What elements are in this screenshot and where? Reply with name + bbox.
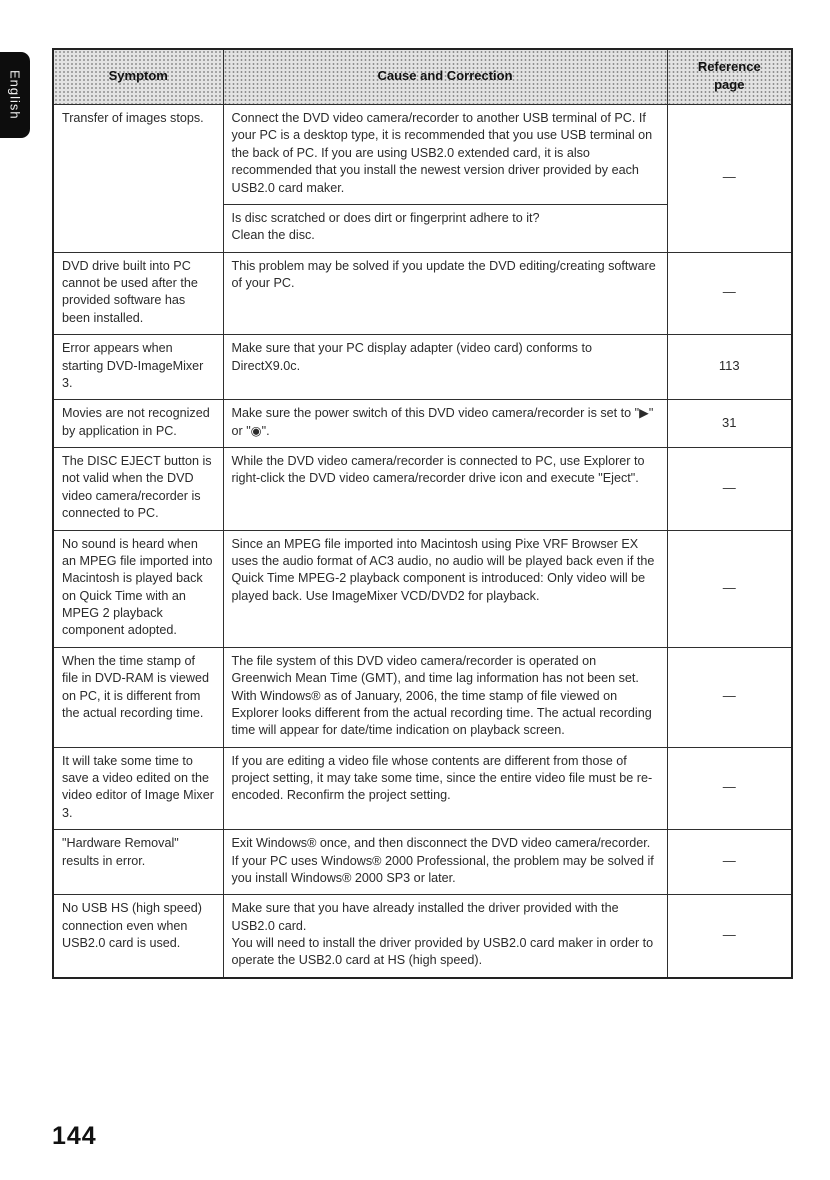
reference-page-cell: — [667,530,792,647]
reference-page-cell: — [667,448,792,531]
table-row [53,448,792,531]
troubleshooting-table [52,48,793,979]
symptom-cell: "Hardware Removal" results in error. [53,830,223,895]
cause-cell: Make sure that your PC display adapter (video card) conforms to DirectX9.0c. [223,335,667,400]
table-body [53,105,792,978]
header-reference: Reference page [667,49,792,105]
table-row [53,747,792,830]
symptom-cell: No sound is heard when an MPEG file imported into Macintosh is played back on Quick Time with an MPEG 2 playback component adopted. [53,530,223,647]
symptom-cell: Transfer of images stops. [53,105,223,253]
cause-cell: Connect the DVD video camera/recorder to another USB terminal of PC. If your PC is a desktop type, it is recommended that you use USB terminal on the back of PC. If you are using USB2.0 extended card, it is also recommended that you install the newest version driver provided by each USB2.0 card maker. [223,105,667,205]
cause-cell: Since an MPEG file imported into Macintosh using Pixe VRF Browser EX uses the audio format of AC3 audio, no audio will be played back even if the Quick Time MPEG-2 playback component is introduced: Only video will be played back. Use ImageMixer VCD/DVD2 for playback. [223,530,667,647]
symptom-cell: It will take some time to save a video edited on the video editor of Image Mixer 3. [53,747,223,830]
table-row [53,335,792,400]
cause-cell: Exit Windows® once, and then disconnect the DVD video camera/recorder. If your PC uses Windows® 2000 Professional, the problem may be solved if you install Windows® 2000 SP3 or later. [223,830,667,895]
reference-page-cell: — [667,895,792,978]
reference-page-cell: — [667,252,792,335]
header-symptom: Symptom [53,49,223,105]
cause-cell: If you are editing a video file whose contents are different from those of project setting, it may take some time, since the entire video file must be re-encoded. Reconfirm the project setting. [223,747,667,830]
cause-cell: Is disc scratched or does dirt or fingerprint adhere to it? Clean the disc. [223,204,667,252]
reference-page-cell: 113 [667,335,792,400]
table-row [53,895,792,978]
language-tab-label: English [7,70,23,120]
table-row [53,105,792,205]
language-tab [0,52,30,138]
table-row [53,830,792,895]
symptom-cell: Movies are not recognized by application in PC. [53,400,223,448]
symptom-cell: DVD drive built into PC cannot be used after the provided software has been installed. [53,252,223,335]
cause-cell: This problem may be solved if you update the DVD editing/creating software of your PC. [223,252,667,335]
cause-cell: The file system of this DVD video camera/recorder is operated on Greenwich Mean Time (GMT), and time lag information has not been set. With Windows® as of January, 2006, the time stamp of file viewed on Explorer looks different from the actual recording time. The actual recording time will appear for date/time indication on playback screen. [223,647,667,747]
symptom-cell: No USB HS (high speed) connection even when USB2.0 card is used. [53,895,223,978]
cause-cell: Make sure the power switch of this DVD video camera/recorder is set to "▶" or "◉". [223,400,667,448]
page-number: 144 [52,1122,97,1150]
reference-page-cell: — [667,647,792,747]
symptom-cell: The DISC EJECT button is not valid when the DVD video camera/recorder is connected to PC. [53,448,223,531]
table-header [53,49,792,105]
reference-page-cell: — [667,105,792,253]
symptom-cell: Error appears when starting DVD-ImageMixer 3. [53,335,223,400]
table-row [53,252,792,335]
table-row [53,530,792,647]
header-row [53,49,792,105]
reference-page-cell: — [667,747,792,830]
reference-page-cell: 31 [667,400,792,448]
cause-cell: While the DVD video camera/recorder is connected to PC, use Explorer to right-click the DVD video camera/recorder drive icon and execute "Eject". [223,448,667,531]
symptom-cell: When the time stamp of file in DVD-RAM is viewed on PC, it is different from the actual recording time. [53,647,223,747]
cause-cell: Make sure that you have already installed the driver provided with the USB2.0 card. You will need to install the driver provided by USB2.0 card maker in order to operate the USB2.0 card at HS (high speed). [223,895,667,978]
header-cause: Cause and Correction [223,49,667,105]
table-row [53,647,792,747]
reference-page-cell: — [667,830,792,895]
table-row [53,400,792,448]
